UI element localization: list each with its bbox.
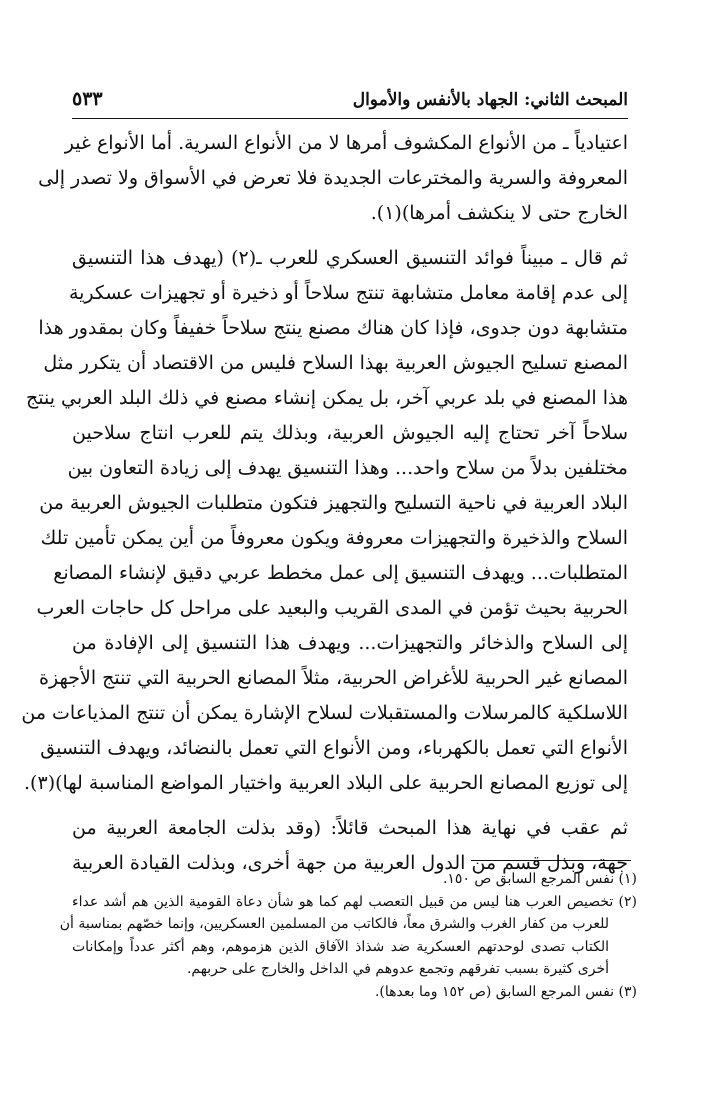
text-line: المصانع غير الحربية للأغراض الحربية، مثلاً المصانع الحربية التي تنتج الأجهزة	[39, 667, 628, 689]
text-line: الحربية بحيث تؤمن في المدى القريب والبعيد على مراحل كل حاجات العرب	[36, 597, 628, 619]
chapter-title: المبحث الثاني: الجهاد بالأنفس والأموال	[352, 90, 628, 110]
footnote-line: للعرب من كفار الغرب والشرق معاً، فالكاتب من المسلمين العسكريين، وإنما خصّهم بمناسبة أن	[59, 916, 609, 932]
footnote-line: أخرى كثيرة بسبب تفرقهم وتجمع عدوهم في الداخل والخارج على حربهم.	[186, 961, 609, 977]
text-line: سلاحاً آخر تحتاج إليه الجيوش العربية، وبذلك يتم للعرب انتاج سلاحين	[72, 422, 628, 444]
text-line: الأنواع التي تعمل بالكهرباء، ومن الأنواع التي تعمل بالنضائد، ويهدف التنسيق	[40, 737, 628, 759]
page-number: ٥٣٣	[72, 88, 103, 110]
footnote-divider	[471, 860, 631, 861]
text-line: إلى توزيع المصانع الحربية على البلاد العربية واختيار المواضع المناسبة لها)(٣).	[24, 772, 628, 794]
text-line: إلى عدم إقامة معامل متشابهة تنتج سلاحاً أو ذخيرة أو تجهيزات عسكرية	[68, 282, 628, 304]
text-line: هذا المصنع في بلد عربي آخر، بل يمكن إنشاء مصنع في ذلك البلد العربي ينتج	[25, 387, 628, 409]
running-header	[72, 86, 628, 116]
text-line: مختلفين بدلاً من سلاح واحد... وهذا التنسيق يهدف إلى زيادة التعاون بين	[67, 457, 628, 479]
text-line: اللاسلكية كالمرسلات والمستقبلات لسلاح الإشارة يمكن أن تنتج المذياعات من	[21, 702, 628, 724]
text-line: اعتيادياً ـ من الأنواع المكشوف أمرها لا من الأنواع السرية. أما الأنواع غير	[64, 132, 628, 154]
text-line: المعروفة والسرية والمخترعات الجديدة فلا تعرض في الأسواق ولا تصدر إلى	[38, 167, 628, 189]
header-divider	[72, 118, 628, 119]
text-line: متشابهة دون جدوى، فإذا كان هناك مصنع ينتج سلاحاً خفيفاً وكان بمقدور هذا	[38, 317, 628, 339]
text-line: البلاد العربية في ناحية التسليح والتجهيز فتكون متطلبات الجيوش العربية من	[39, 492, 628, 514]
footnote-line: (٣) نفس المرجع السابق (ص ١٥٢ وما بعدها).	[374, 983, 637, 1000]
main-text	[21, 126, 628, 881]
text-line: جهة، وبذل قسم من الدول العربية من جهة أخرى، وبذلت القيادة العربية	[71, 852, 628, 874]
footnote-line: (١) نفس المرجع السابق ص ١٥٠.	[442, 871, 637, 887]
text-line: إلى السلاح والذخائر والتجهيزات... ويهدف هذا التنسيق إلى الإفادة من	[72, 632, 628, 654]
footnote-line: الكتاب تصدى لوحدتهم العسكرية ضد شذاذ الآفاق الذين هزموهم، وهم أكثر عدداً وإمكانات	[72, 938, 609, 955]
text-line: الخارج حتى لا ينكشف أمرها)(١).	[370, 202, 628, 224]
text-line: ثم عقب في نهاية هذا المبحث قائلاً: (وقد بذلت الجامعة العربية من	[72, 817, 628, 839]
text-line: المتطلبات... ويهدف التنسيق إلى عمل مخطط عربي دقيق لإنشاء المصانع	[53, 562, 628, 584]
text-line: ثم قال ـ مبيناً فوائد التنسيق العسكري للعرب ـ(٢) (يهدف هذا التنسيق	[72, 247, 628, 269]
text-line: المصنع تسليح الجيوش العربية بهذا السلاح فليس من الاقتصاد أن يتكرر مثل	[43, 352, 628, 374]
footnote-line: (٢) تخصيص العرب هنا ليس من قبيل التعصب لهم كما هو شأن دعاة القومية الذين هم أشد عداء	[72, 893, 637, 910]
text-line: السلاح والذخيرة والتجهيزات معروفة ويكون معروفاً من أين يمكن تأمين تلك	[40, 527, 628, 549]
footnotes	[59, 868, 637, 1003]
